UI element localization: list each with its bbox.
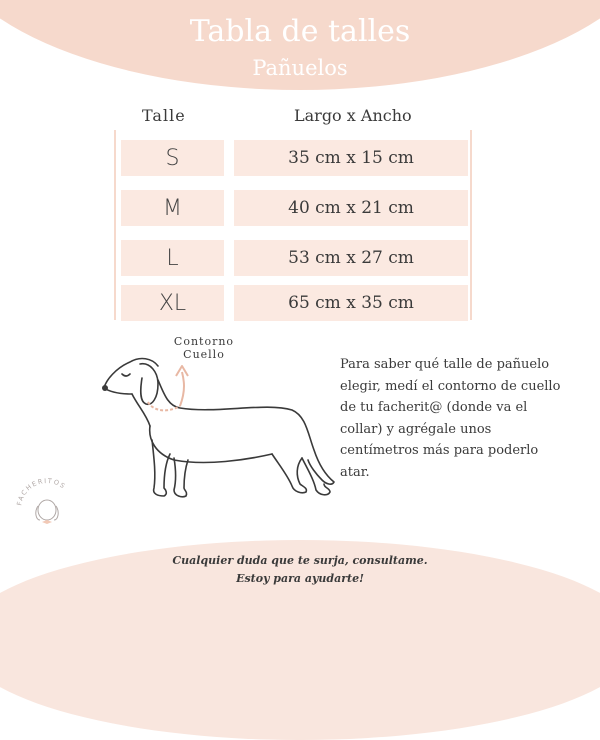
neck-contour-label-line2: Cuello [183, 348, 225, 361]
brand-logo-text: FACHERITOS [15, 476, 68, 507]
dims-cell: 35 cm x 15 cm [234, 140, 468, 176]
table-row [0, 240, 600, 276]
table-row [0, 190, 600, 226]
footer-line-1: Cualquier duda que te surja, consultame. [172, 554, 428, 567]
size-column-header: Talle [142, 106, 186, 125]
dog-head-top [104, 359, 158, 388]
dims-cell: 53 cm x 27 cm [234, 240, 468, 276]
dog-ear [140, 364, 158, 405]
footer-line-2: Estoy para ayudarte! [236, 572, 364, 585]
footer-message [0, 552, 600, 588]
size-cell: L [121, 240, 224, 276]
dims-cell: 40 cm x 21 cm [234, 190, 468, 226]
dog-back-leg [272, 454, 306, 493]
table-row [0, 140, 600, 176]
size-cell: M [121, 190, 224, 226]
dog-front-leg [152, 440, 170, 496]
info-text: Para saber qué talle de pañuelo elegir, medí el contorno de cuello de tu facherit@ (donde va el collar) y agrégale unos centímetros más para poderlo atar. [340, 357, 561, 480]
dachshund-illustration [96, 350, 346, 505]
size-cell: S [121, 140, 224, 176]
dims-column-header: Largo x Ancho [294, 106, 412, 125]
table-row [0, 285, 600, 321]
logo-dog-head [38, 500, 56, 520]
logo-bow-icon [42, 520, 52, 524]
neck-contour-label-line1: Contorno [173, 335, 235, 348]
dims-cell: 65 cm x 35 cm [234, 285, 468, 321]
page-title: Tabla de talles [189, 14, 411, 49]
page-subtitle: Pañuelos [252, 56, 348, 80]
dog-snout [104, 388, 132, 394]
dog-nose [102, 385, 108, 391]
brand-logo [14, 476, 80, 542]
dog-eye [122, 374, 130, 376]
collar-measure-arrow-line [180, 372, 184, 406]
size-cell: XL [121, 285, 224, 321]
dog-front-leg-2 [174, 458, 188, 497]
